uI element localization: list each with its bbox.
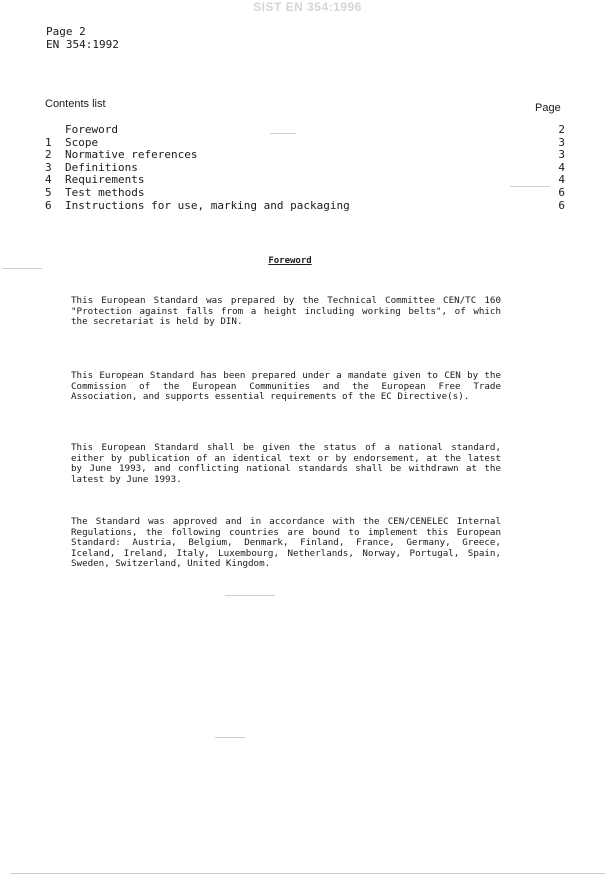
toc-entry-foreword[interactable] [45,124,565,137]
contents-title: Contents list [45,98,106,110]
toc-entry-instructions[interactable] [45,200,565,213]
scan-artifact [225,595,275,596]
toc-page: 4 [558,160,565,174]
toc-entry-normative-references[interactable] [45,149,565,162]
toc-title: Foreword [65,123,118,136]
toc-number: 5 [45,185,52,199]
foreword-paragraph: This European Standard was prepared by the Technical Committee CEN/TC 160 "Protection against falls from a height including working belts", of which the secretariat is held by DIN. [71,295,501,327]
toc-title: Requirements [65,173,145,187]
page-column-heading: Page [535,102,561,114]
toc-page: 6 [558,198,565,212]
foreword-paragraph: The Standard was approved and in accordance with the CEN/CENELEC Internal Regulations, the following countries are bound to implement this European Standard: Austria, Belgium, Denmark, Finland, France, Germany, Greece, Iceland, Ireland, Italy, Luxembourg, Netherlands, Norway, Portugal, Spain, Sweden, Switzerland, United Kingdom. [71,516,501,569]
toc-title: Test methods [65,185,145,199]
toc-number: 2 [45,148,52,162]
toc-title: Instructions for use, marking and packaging [65,198,350,212]
page-number: Page 2 [46,25,86,38]
foreword-paragraph: This European Standard has been prepared under a mandate given to CEN by the Commission of the European Communities and the European Free Trade Association, and supports essential requirements of the EC Directive(s). [71,370,501,402]
foreword-paragraph: This European Standard shall be given the status of a national standard, either by publication of an identical text or by endorsement, at the latest by June 1993, and conflicting national standards shall be withdrawn at the latest by June 1993. [71,442,501,485]
table-of-contents [45,124,565,212]
toc-title: Definitions [65,160,138,174]
scan-artifact [215,737,245,738]
toc-number: 1 [45,135,52,149]
scan-artifact [10,873,605,874]
toc-number: 3 [45,160,52,174]
scan-artifact [510,186,550,187]
toc-entry-test-methods[interactable] [45,187,565,200]
toc-title: Scope [65,135,99,149]
document-id: EN 354:1992 [46,38,119,51]
toc-page: 4 [558,173,565,187]
toc-title: Normative references [65,148,198,162]
foreword-heading: Foreword [268,256,312,266]
toc-page: 6 [558,185,565,199]
page-header [46,25,119,51]
scan-artifact [2,268,42,269]
toc-number: 4 [45,173,52,187]
toc-page: 2 [558,123,565,136]
watermark: SIST EN 354:1996 [253,0,362,14]
toc-page: 3 [558,148,565,162]
toc-page: 3 [558,135,565,149]
toc-number: 6 [45,198,52,212]
scan-artifact [270,133,296,134]
